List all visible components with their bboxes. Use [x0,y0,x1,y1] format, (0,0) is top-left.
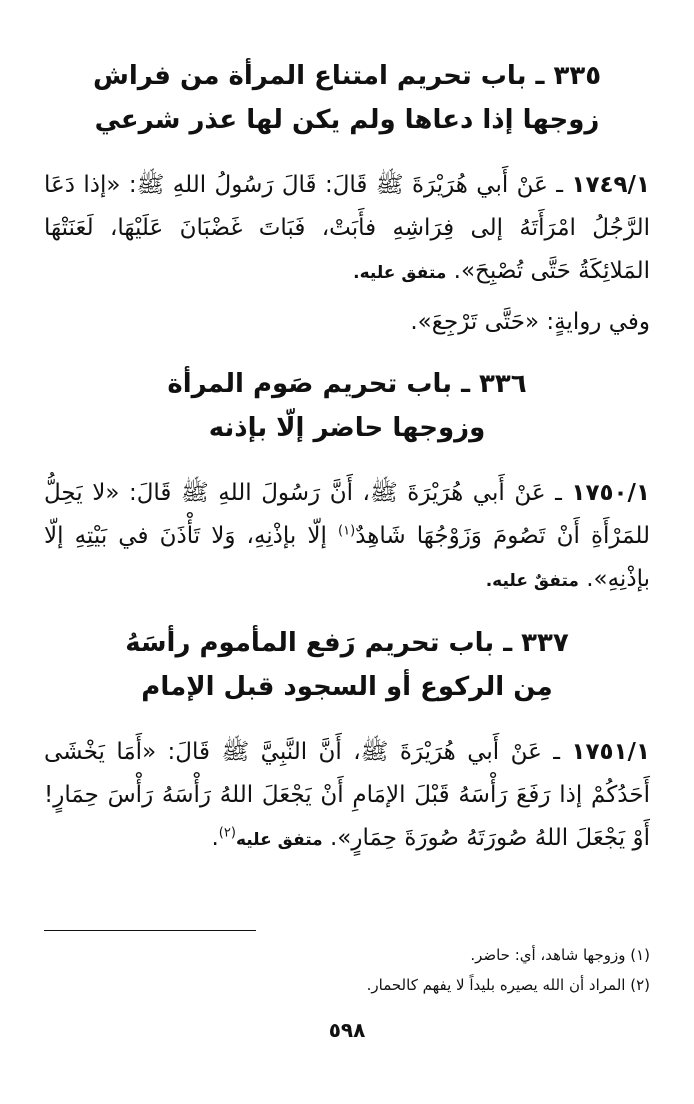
hadith-text: ـ عَنْ أَبي هُرَيْرَةَ ﷺ قَالَ: قَالَ رَسُولُ اللهِ ﷺ: «إذا دَعَا الرَّجُلُ امْرَأَتَهُ إلى فِرَاشِهِ فأَبَتْ، فَبَاتَ غَضْبَانَ عَلَيْهَا، لَعَنَتْهَا المَلائِكَةُ حَتَّى تُصْبِحَ». [44,172,650,284]
footnote-marker[interactable]: (٢) [218,825,236,841]
hadith-text: ـ عَنْ أَبي هُرَيْرَةَ ﷺ، أَنَّ النَّبِيَّ ﷺ قَالَ: «أَمَا يَخْشَى أَحَدُكُمْ إذا رَفَعَ رَأْسَهُ قَبْلَ الإمَامِ أَنْ يَجْعَلَ اللهُ رَأْسَهُ رَأْسَ حِمَارٍ! أَوْ يَجْعَلَ اللهُ صُورَتَهُ صُورَةَ حِمَارٍ». [44,739,650,851]
hadith-number: ١٧٥١/١ [571,739,650,765]
hadith-paragraph [44,164,650,295]
hadith-variant: وفي روايةٍ: «حَتَّى تَرْجِعَ». [410,309,650,335]
agreed-note: متفقٌ عليه. [485,571,579,591]
hadith-number: ١٧٤٩/١ [571,172,650,198]
chapter-title-line: ٣٣٥ ـ باب تحريم امتناع المرأة من فراش [92,61,602,91]
chapter-335 [44,54,650,344]
hadith-number: ١٧٥٠/١ [571,480,650,506]
hadith-text-continued: إلّا بإذْنِهِ، وَلا تَأْذَنَ في بَيْتِهِ إلّا بإذْنِهِ». [44,523,650,592]
hadith-text: ـ عَنْ أَبي هُرَيْرَةَ ﷺ، أَنَّ رَسُولَ اللهِ ﷺ قَالَ: «لا يَحِلُّ للمَرْأَةِ أَنْ تَصُومَ وَزَوْجُهَا شَاهِدٌ [44,480,650,549]
chapter-title [44,362,650,450]
hadith-paragraph: ١٧٥١/١ ـ عَنْ أَبي هُرَيْرَةَ ﷺ، أَنَّ النَّبِيَّ ﷺ قَالَ: «أَمَا يَخْشَى أَحَدُكُمْ إذا رَفَعَ رَأْسَهُ قَبْلَ الإمَامِ أَنْ يَجْعَلَ اللهُ رَأْسَهُ رَأْسَ حِمَارٍ! أَوْ يَجْعَلَ اللهُ صُورَتَهُ صُورَةَ حِمَارٍ». متفق عليه$^{(٢)}$. [44,739,650,851]
footnote: (١) وزوجها شاهد، أي: حاضر. [470,946,650,964]
chapter-title-line: زوجها إذا دعاها ولم يكن لها عذر شرعي [94,105,600,135]
chapter-title-line: وزوجها حاضر إلّا بإذنه [208,413,486,443]
footnote: (٢) المراد أن الله يصيره بليداً لا يفهم كالحمار. [366,976,650,994]
hadith-paragraph [44,472,650,603]
page-body [44,48,650,862]
agreed-note: متفق عليه [235,830,323,850]
chapter-title-line: ٣٣٦ ـ باب تحريم صَوم المرأة [167,369,527,399]
footnotes [44,940,650,1000]
chapter-title-line: مِن الركوع أو السجود قبل الإمام [141,672,553,702]
agreed-note: متفق عليه. [353,263,447,283]
page-number: ٥٩٨ [328,1018,366,1042]
footnote-divider [44,930,256,931]
chapter-337 [44,621,650,862]
chapter-336 [44,362,650,603]
chapter-title-line: ٣٣٧ ـ باب تحريم رَفع المأموم رأسَهُ [125,628,569,658]
chapter-title [44,54,650,142]
chapter-title [44,621,650,709]
footnote-marker[interactable]: (١) [338,523,356,539]
